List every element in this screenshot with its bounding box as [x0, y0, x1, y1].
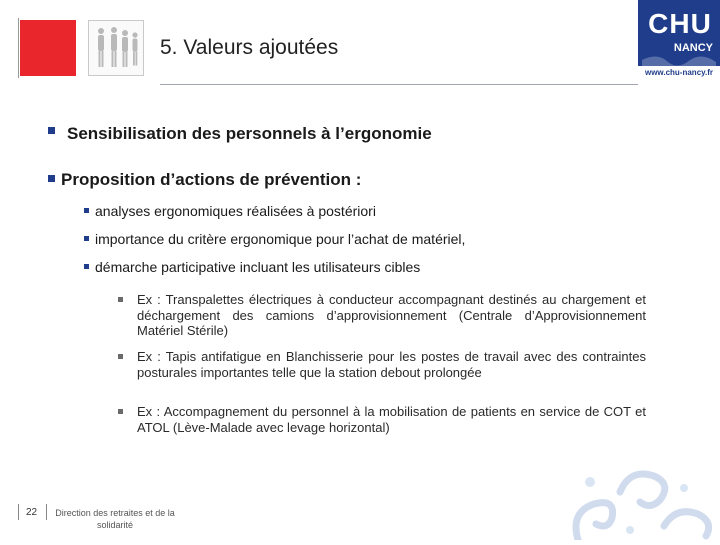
decorative-swirl-icon	[560, 462, 720, 540]
bullet-text: Ex : Accompagnement du personnel à la mobilisation de patients en service de COT et ATOL (Lève-Malade avec levage horizontal)	[137, 404, 646, 435]
square-bullet-icon	[118, 409, 123, 414]
bullet-text: importance du critère ergonomique pour l’achat de matériel,	[95, 231, 466, 247]
slide-title: 5. Valeurs ajoutées	[160, 36, 339, 59]
bullet-text: analyses ergonomiques réalisées à postériori	[95, 203, 376, 219]
square-bullet-icon	[84, 208, 89, 213]
square-bullet-icon	[48, 175, 55, 182]
logo-text-sub: NANCY	[673, 42, 713, 54]
title-divider	[18, 18, 19, 78]
footer-divider	[18, 504, 19, 520]
page-number: 22	[26, 507, 38, 518]
bullet-level1-0	[48, 124, 432, 144]
bullet-level2-0	[84, 203, 376, 219]
logo-url: www.chu-nancy.fr	[644, 68, 713, 77]
bullet-level3-2	[118, 404, 646, 435]
red-accent-square	[20, 20, 76, 76]
bullet-text: Sensibilisation des personnels à l’ergonomie	[67, 124, 432, 143]
footer-text: Direction des retraites et de la solidarité	[55, 508, 175, 530]
square-bullet-icon	[118, 354, 123, 359]
square-bullet-icon	[48, 127, 55, 134]
bullet-text: Ex : Transpalettes électriques à conducteur accompagnant destinés au chargement et déchargement des camions d’approvisionnement (Centrale d’Approvisionnement Matériel Stérile)	[137, 292, 646, 338]
square-bullet-icon	[118, 297, 123, 302]
footer-divider	[46, 504, 47, 520]
people-pictogram-icon	[88, 20, 144, 76]
bullet-level2-2	[84, 259, 420, 275]
bullet-text: Ex : Tapis antifatigue en Blanchisserie pour les postes de travail avec des contraintes posturales importantes telle que la station debout prolongée	[137, 349, 646, 380]
bullet-level3-0	[118, 292, 646, 339]
bullet-level1-1	[48, 170, 361, 190]
logo-text-main: CHU	[648, 8, 712, 39]
bullet-level3-1	[118, 349, 646, 380]
bullet-level2-1	[84, 231, 465, 247]
title-underline	[160, 84, 638, 85]
square-bullet-icon	[84, 264, 89, 269]
bullet-text: démarche participative incluant les utilisateurs cibles	[95, 259, 421, 275]
bullet-text: Proposition d’actions de prévention :	[61, 170, 362, 189]
square-bullet-icon	[84, 236, 89, 241]
